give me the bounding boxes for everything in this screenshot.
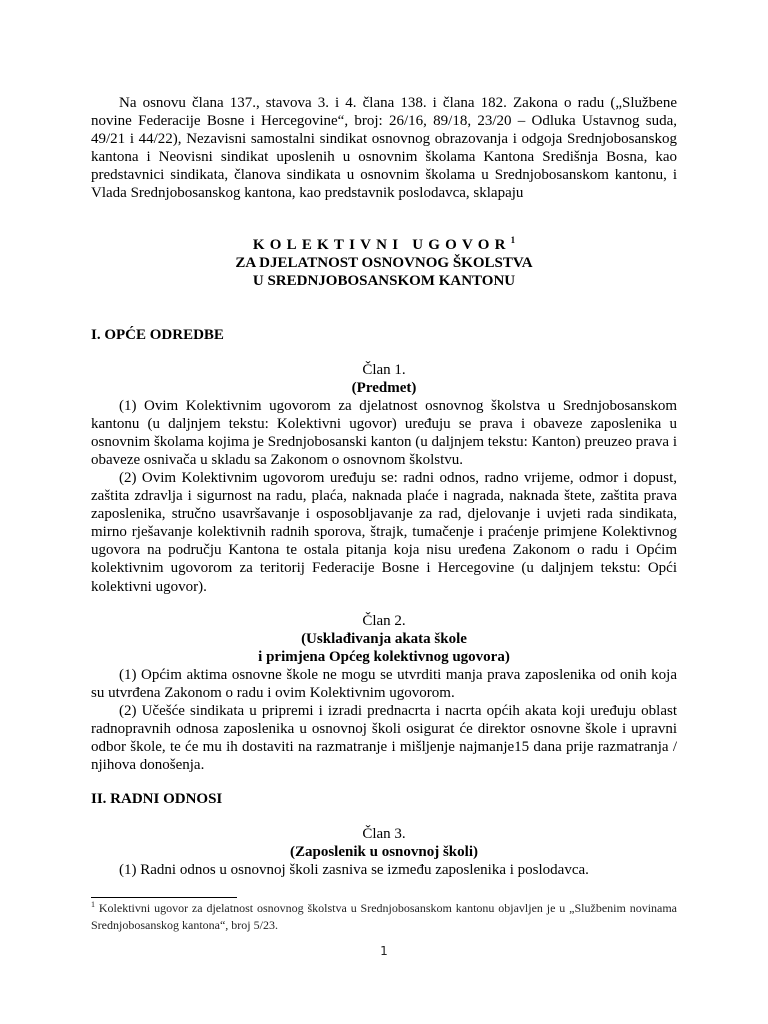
- article-2-paragraph-1: (1) Općim aktima osnovne škole ne mogu se utvrditi manja prava zaposlenika od onih koja su utvrđena Zakonom o radu i ovim Kolektivnim ugovorom.: [91, 667, 677, 702]
- section-heading-2: II. RADNI ODNOSI: [91, 791, 223, 807]
- article-3-paragraph-1: (1) Radni odnos u osnovnoj školi zasniva se između zaposlenika i poslodavca.: [119, 862, 589, 878]
- article-2-paragraph-2: (2) Učešće sindikata u pripremi i izradi prednacrta i nacrta općih akata koji uređuju oblast radnopravnih odnosa zaposlenika u osnovnoj školi osigurat će direktor osnovne škole i upravni odbor škole, te će mu ih dostaviti na razmatranje i mišljenje najmanje15 dana prije razmatranja / njihova donošenja.: [91, 703, 677, 774]
- title-line-1: [91, 236, 677, 254]
- article-1-paragraph-2: (2) Ovim Kolektivnim ugovorom uređuju se: radni odnos, radno vrijeme, odmor i dopust, zaštita zdravlja i sigurnost na radu, plaća, naknada plaće i nagrada, naknada štete, zaštita prava zaposlenika, stručno usavršavanje i osposobljavanje za rad, djelovanje i uvjeti rada sindikata, mirno rješavanje kolektivnih radnih sporova, štrajk, tumačenje i praćenje primjene Kolektivnog ugovora na području Kantona te ostala pitanja koja nisu uređena Zakonom o radu i Općim kolektivnim ugovorom za teritorij Federacije Bosne i Hercegovine (u daljnjem tekstu: Opći kolektivni ugovor).: [91, 470, 677, 595]
- article-2-subtitle-2: i primjena Općeg kolektivnog ugovora): [258, 649, 510, 666]
- article-2-label: Član 2.: [362, 613, 406, 629]
- title-footnote-mark: 1: [510, 235, 516, 245]
- title-line-3: U SREDNJOBOSANSKOM KANTONU: [252, 273, 516, 290]
- footnote: [91, 900, 677, 934]
- article-3-heading: [91, 825, 677, 861]
- article-1-label: Član 1.: [362, 362, 406, 378]
- title-line-2: ZA DJELATNOST OSNOVNOG ŠKOLSTVA: [235, 255, 533, 272]
- article-3-label: Član 3.: [362, 826, 406, 842]
- article-1-subtitle: (Predmet): [351, 380, 417, 397]
- article-3-subtitle: (Zaposlenik u osnovnoj školi): [290, 844, 478, 861]
- article-2-subtitle-1: (Usklađivanja akata škole: [301, 631, 467, 648]
- intro-paragraph: Na osnovu člana 137., stavova 3. i 4. člana 138. i člana 182. Zakona o radu („Službene novine Federacije Bosne i Hercegovine“, broj: 26/16, 89/18, 23/20 – Odluka Ustavnog suda, 49/21 i 44/22), Nezavisni samostalni sindikat osnovnog obrazovanja i odgoja Srednjobosanskog kantona i Neovisni sindikat uposlenih u osnovnim školama Kantona Središnja Bosna, kao predstavnici sindikata, članova sindikata u osnovnim školama u Srednjobosanskom kantonu, i Vlada Srednjobosanskog kantona, kao predstavnik poslodavca, sklapaju: [91, 95, 677, 202]
- section-heading-1: I. OPĆE ODREDBE: [91, 327, 224, 343]
- article-1-paragraph-1: (1) Ovim Kolektivnim ugovorom za djelatnost osnovnog školstva u Srednjobosanskom kantonu (u daljnjem tekstu: Kolektivni ugovor) uređuju se prava i obaveze zaposlenika u osnovnim školama kojima je Srednjobosanski kanton (u daljnjem tekstu: Kanton) preuzeo prava i obaveze osnivača u skladu sa Zakonom o osnovnom školstvu.: [91, 398, 677, 469]
- article-2-heading: [91, 612, 677, 666]
- document-title: [91, 236, 677, 290]
- footnote-mark: 1: [91, 900, 95, 909]
- article-1-heading: [91, 361, 677, 397]
- footnote-text: Kolektivni ugovor za djelatnost osnovnog školstva u Srednjobosanskom kantonu objavljen je u „Službenim novinama Srednjobosanskog kantona“, broj 5/23.: [91, 901, 678, 932]
- page-number: 1: [380, 944, 388, 958]
- footnote-separator: [91, 897, 237, 898]
- title-line-1-text: KOLEKTIVNI UGOVOR: [252, 237, 511, 253]
